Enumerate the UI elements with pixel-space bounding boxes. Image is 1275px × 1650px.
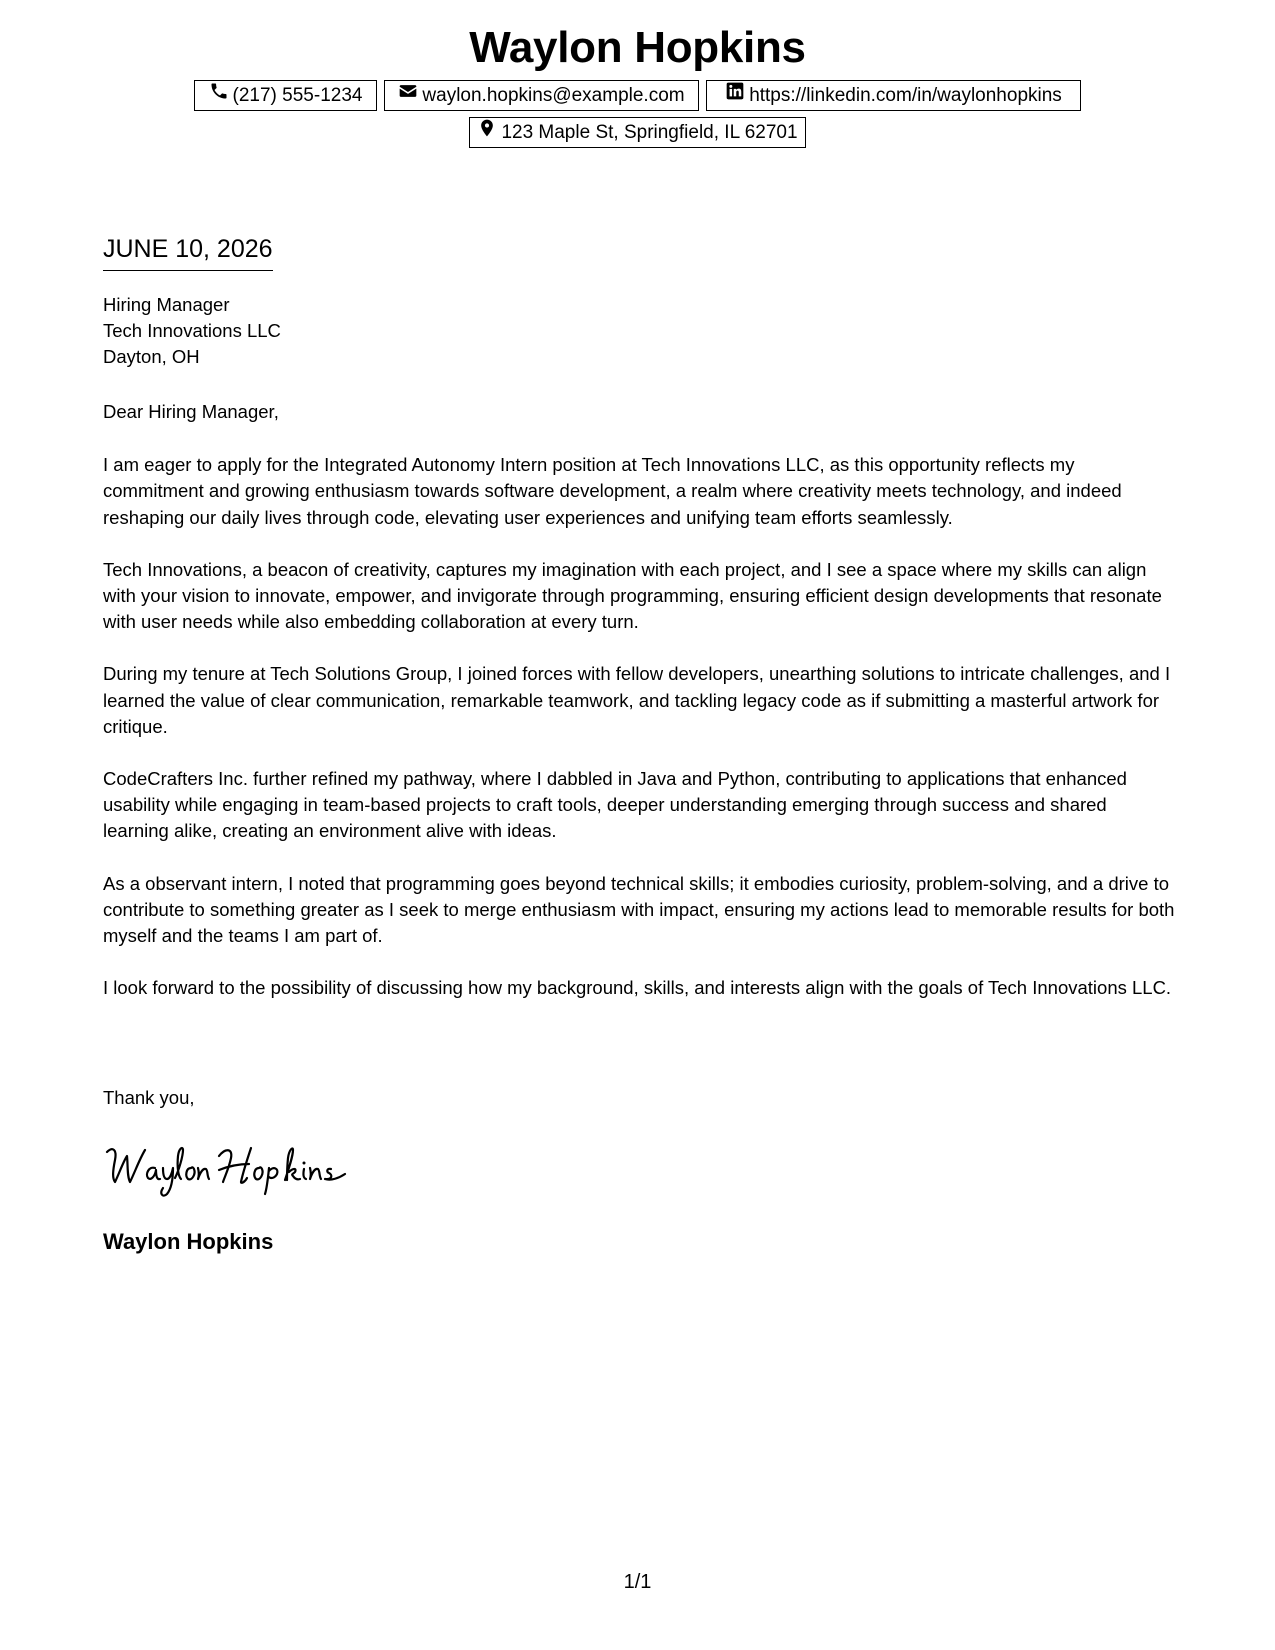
email-contact[interactable] xyxy=(384,80,699,111)
recipient-location: Dayton, OH xyxy=(103,346,200,367)
signer-name: Waylon Hopkins xyxy=(103,1229,274,1254)
recipient-title: Hiring Manager xyxy=(103,294,230,315)
recipient-company: Tech Innovations LLC xyxy=(103,320,281,341)
body-paragraph: During my tenure at Tech Solutions Group, I joined forces with fellow developers, unearthing solutions to intricate challenges, and I learned the value of clear communication, remarkable teamwork, and tackling legacy code as if submitting a masterful artwork for critique. xyxy=(103,663,1171,737)
recipient-block xyxy=(103,292,281,370)
contact-row-address xyxy=(0,117,1275,148)
envelope-icon xyxy=(398,81,418,110)
contact-row xyxy=(0,80,1275,111)
body-paragraph: I look forward to the possibility of discussing how my background, skills, and interests align with the goals of Tech Innovations LLC. xyxy=(103,977,1172,999)
address-text: 123 Maple St, Springfield, IL 62701 xyxy=(501,121,798,143)
handwritten-signature xyxy=(103,1138,363,1203)
body-paragraph: I am eager to apply for the Integrated Autonomy Intern position at Tech Innovations LLC, as this opportunity reflects my commitment and growing enthusiasm towards software development, a realm where creativity meets technology, and indeed reshaping our daily lives through code, elevating user experiences and unifying team efforts seamlessly. xyxy=(103,454,1122,528)
letter-body xyxy=(103,399,1175,1027)
closing: Thank you, xyxy=(103,1087,195,1108)
linkedin-icon xyxy=(725,81,745,110)
body-paragraph: As a observant intern, I noted that programming goes beyond technical skills; it embodies curiosity, problem-solving, and a drive to contribute to something greater as I seek to merge enthusiasm with impact, ensuring my actions lead to memorable results for both myself and the teams I am part of. xyxy=(103,872,1175,947)
address-contact xyxy=(469,117,806,148)
body-paragraph: CodeCrafters Inc. further refined my pathway, where I dabbled in Java and Python, contributing to applications that enhanced usability while engaging in team-based projects to craft tools, deeper understanding emerging through success and shared learning alike, creating an environment alive with ideas. xyxy=(103,768,1127,842)
linkedin-contact[interactable] xyxy=(706,80,1081,111)
phone-contact[interactable] xyxy=(194,80,377,111)
applicant-name-header: Waylon Hopkins xyxy=(469,23,806,72)
letter-date: JUNE 10, 2026 xyxy=(103,232,273,271)
map-pin-icon xyxy=(477,118,497,147)
salutation: Dear Hiring Manager, xyxy=(103,401,279,422)
page-number: 1/1 xyxy=(623,1571,652,1593)
phone-icon xyxy=(209,81,229,110)
body-paragraph: Tech Innovations, a beacon of creativity, captures my imagination with each project, and I see a space where my skills can align with your vision to innovate, empower, and invigorate through programming, ensuring efficient design developments that resonate with user needs while also embedding collaboration at every turn. xyxy=(103,558,1162,633)
phone-text: (217) 555-1234 xyxy=(232,84,363,106)
linkedin-text: https://linkedin.com/in/waylonhopkins xyxy=(749,84,1062,106)
email-text: waylon.hopkins@example.com xyxy=(422,84,685,106)
